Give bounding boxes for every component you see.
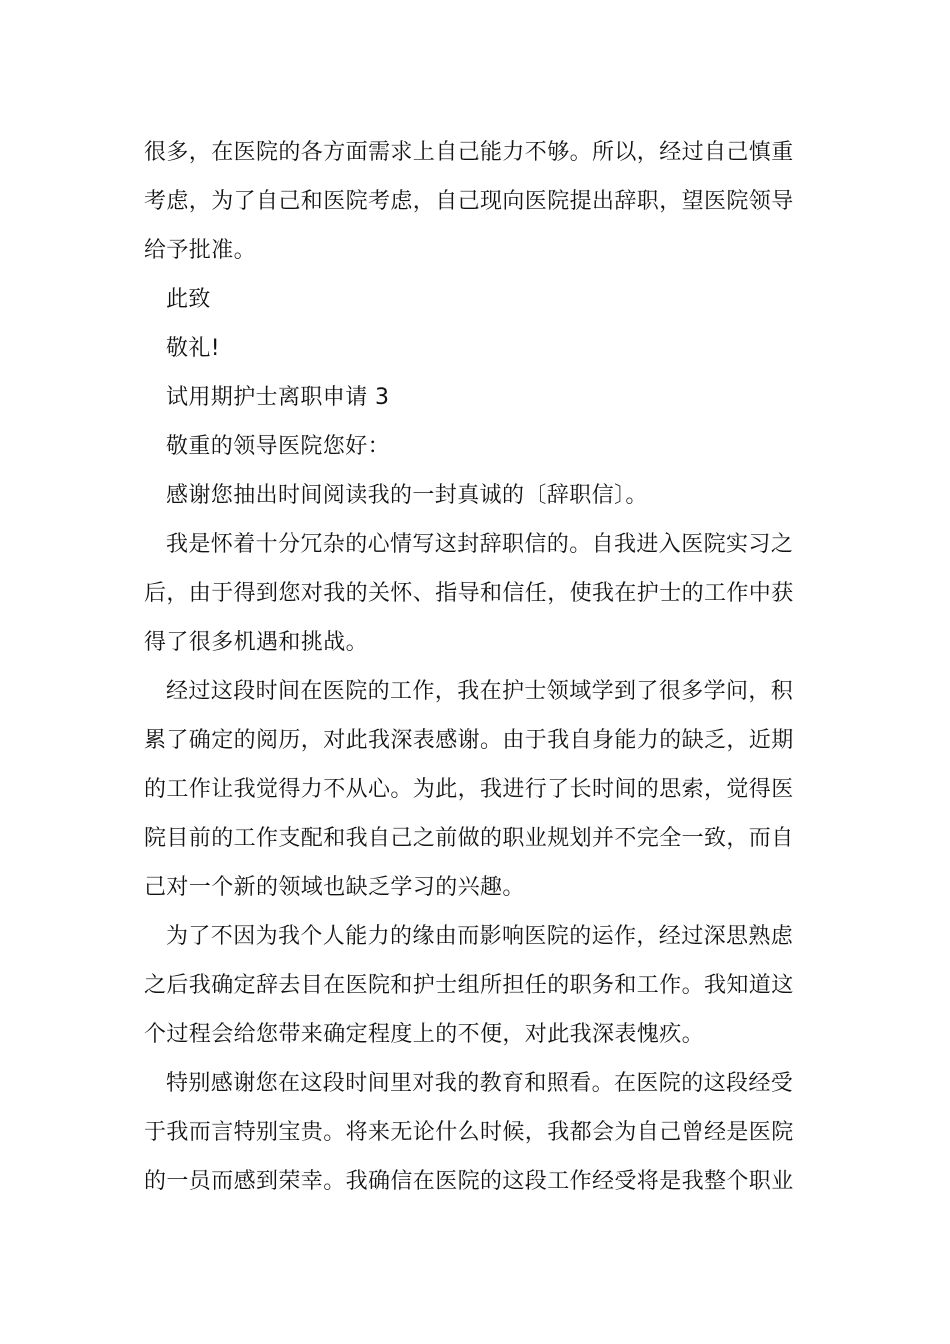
paragraph-body-4: 特别感谢您在这段时间里对我的教育和照看。在医院的这段经受于我而言特别宝贵。将来无论什么时候，我都会为自己曾经是医院的一员而感到荣幸。我确信在医院的这段工作经受将是我整个职业 [144, 1071, 794, 1194]
closing-regards: 敬礼! [166, 336, 221, 361]
letter-greeting: 敬重的领导医院您好： [166, 434, 391, 459]
paragraph-body-2: 经过这段时间在医院的工作，我在护士领域学到了很多学问，积累了确定的阅历，对此我深表感谢。由于我自身能力的缺乏，近期的工作让我觉得力不从心。为此，我进行了长时间的思索，觉得医院目前的工作支配和我自己之前做的职业规划并不完全一致，而自己对一个新的领域也缺乏学习的兴趣。 [144, 679, 794, 900]
paragraph-body-3: 为了不因为我个人能力的缘由而影响医院的运作，经过深思熟虑之后我确定辞去目在医院和护士组所担任的职务和工作。我知道这个过程会给您带来确定程度上的不便，对此我深表愧疚。 [144, 924, 794, 1047]
paragraph-thanks: 感谢您抽出时间阅读我的一封真诚的〔辞职信〕。 [166, 483, 648, 508]
paragraph-continuation: 很多，在医院的各方面需求上自己能力不够。所以，经过自己慎重考虑，为了自己和医院考虑，自己现向医院提出辞职，望医院领导给予批准。 [144, 140, 794, 263]
paragraph-body-1: 我是怀着十分冗杂的心情写这封辞职信的。自我进入医院实习之后，由于得到您对我的关怀、指导和信任，使我在护士的工作中获得了很多机遇和挑战。 [144, 532, 794, 655]
section-heading: 试用期护士离职申请 3 [166, 385, 390, 410]
closing-salutation: 此致 [166, 287, 211, 312]
document-body [144, 128, 808, 1206]
